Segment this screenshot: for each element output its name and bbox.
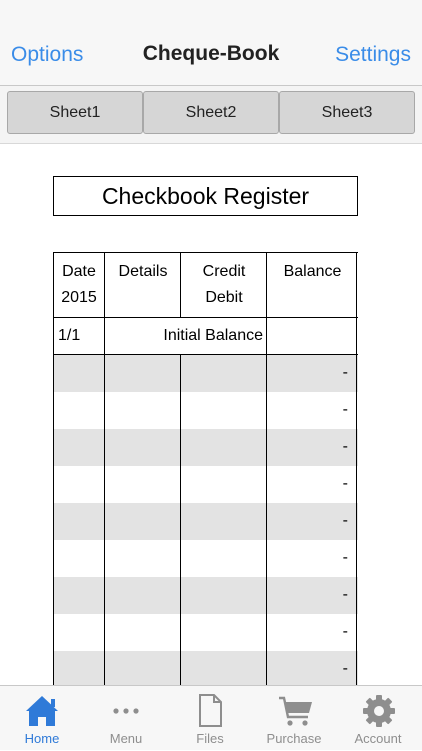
table-row[interactable] [53,355,358,392]
table-row[interactable] [53,503,358,540]
row-balance: - [342,586,348,603]
row-balance: - [342,660,348,677]
row-balance: - [342,401,348,418]
initial-balance-row[interactable] [53,318,358,355]
row-balance: - [342,512,348,529]
table-row[interactable] [53,614,358,651]
header-credit-debit [181,253,267,317]
tab-sheet2[interactable]: Sheet2 [143,91,279,134]
header-date-year: 2015 [61,289,97,306]
table-header [53,252,358,318]
table-row[interactable] [53,466,358,503]
register-table [53,252,358,685]
tab-purchase[interactable] [252,686,336,751]
options-button[interactable]: Options [11,43,84,66]
row-balance: - [342,438,348,455]
table-row[interactable] [53,429,358,466]
row-balance: - [342,475,348,492]
tab-sheet3[interactable]: Sheet3 [279,91,415,134]
table-row[interactable] [53,392,358,429]
tab-menu-label: Menu [109,731,143,746]
table-row[interactable] [53,540,358,577]
table-row[interactable] [53,577,358,614]
cart-icon [252,692,336,728]
row-balance: - [342,623,348,640]
header-date-label: Date [62,263,96,280]
tab-menu[interactable] [84,686,168,751]
table-row[interactable] [53,651,358,685]
home-icon [0,692,84,728]
header-credit-label: Credit [202,263,246,280]
sheet-tabs [0,86,422,144]
file-icon [168,692,252,728]
header-date [53,253,105,317]
header-details: Details [118,263,168,280]
header-debit-label: Debit [205,289,243,306]
navigation-bar [0,0,422,86]
more-dots-icon [84,692,168,728]
tab-account[interactable] [336,686,420,751]
tab-files[interactable] [168,686,252,751]
register-title: Checkbook Register [53,176,358,216]
gear-icon [336,692,420,728]
tab-home-label: Home [24,731,60,746]
initial-date: 1/1 [58,327,81,344]
header-balance: Balance [283,263,342,280]
row-balance: - [342,364,348,381]
tab-sheet1[interactable]: Sheet1 [7,91,143,134]
initial-balance-label: Initial Balance [163,327,263,344]
tab-home[interactable] [0,686,84,751]
tab-bar [0,685,422,750]
row-balance: - [342,549,348,566]
tab-account-label: Account [354,731,402,746]
settings-button[interactable]: Settings [335,43,411,66]
register-content [0,145,422,685]
tab-files-label: Files [196,731,224,746]
tab-purchase-label: Purchase [266,731,322,746]
page-title: Cheque-Book [142,42,280,65]
